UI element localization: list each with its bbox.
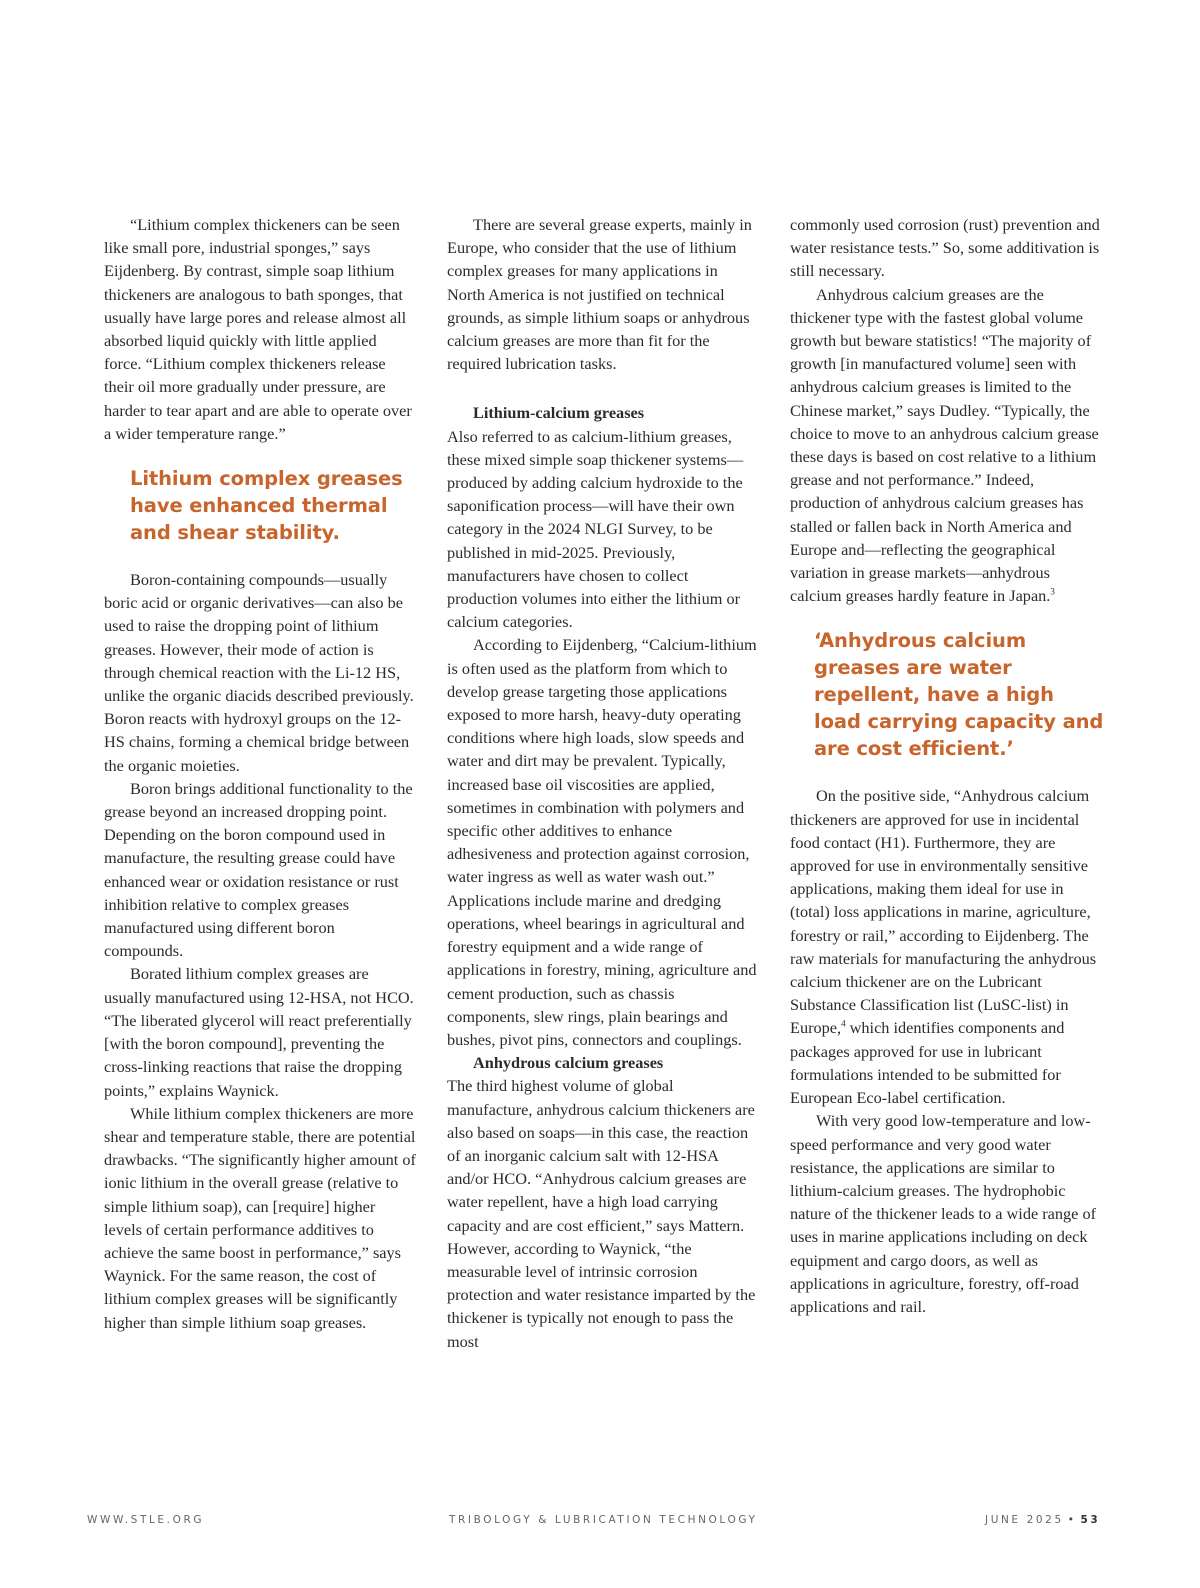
paragraph: Boron-containing compounds—usually boric acid or organic derivatives—can also be used to raise the dropping point of lithium greases. However, their mode of action is through chemical reaction with the Li-12 HS, unlike the organic diacids described previously. Boron reacts with hydroxyl groups on the 12-HS chains, forming a chemical bridge between the organic moieties. bbox=[104, 570, 414, 775]
pull-quote: Lithium complex greases have enhanced thermal and shear stability. bbox=[130, 467, 403, 545]
paragraph: The third highest volume of global manufacture, anhydrous calcium thickeners are also based on soaps—in this case, the reaction of an inorganic calcium salt with 12-HSA and/or HCO. “Anhydrous calcium greases are water repellent, have a high load carrying capacity and are cost efficient,” says Mattern. However, according to Waynick, “the measurable level of intrinsic corrosion protection and water resistance imparted by the thickener is typically not enough to pass the most bbox=[447, 1076, 756, 1351]
footer-publication: TRIBOLOGY & LUBRICATION TECHNOLOGY bbox=[449, 1514, 758, 1526]
article-column-3 bbox=[790, 213, 1104, 1318]
paragraph-text: which identifies components and packages approved for use in lubricant formulations intended to be submitted for European Eco-label certification. bbox=[790, 1018, 1065, 1108]
footnote-reference: 3 bbox=[1050, 586, 1055, 597]
footer-date: JUNE 2025 bbox=[985, 1514, 1064, 1526]
paragraph: According to Eijdenberg, “Calcium-lithium is often used as the platform from which to develop grease targeting those applications exposed to more harsh, heavy-duty operating conditions where high loads, slow speeds and water and dirt may be prevalent. Typically, increased base oil viscosities are applied, sometimes in combination with polymers and specific other additives to enhance adhesiveness and protection against corrosion, water ingress as well as water wash out.” Applications include marine and dredging operations, wheel bearings in agricultural and forestry equipment and a wide range of applications in forestry, mining, agriculture and cement production, such as chassis components, slew rings, plain bearings and bushes, pivot pins, connectors and couplings. bbox=[447, 635, 757, 1049]
page-number: 53 bbox=[1080, 1514, 1101, 1526]
footnote-reference: 4 bbox=[841, 1019, 846, 1030]
paragraph: Also referred to as calcium-lithium greases, these mixed simple soap thickener systems—produced by adding calcium hydroxide to the saponification process—will have their own category in the 2024 NLGI Survey, to be published in mid-2025. Previously, manufacturers have chosen to collect production volumes into either the lithium or calcium categories. bbox=[447, 426, 744, 632]
paragraph-text: Anhydrous calcium greases are the thickener type with the fastest global volume growth but beware statistics! “The majority of growth [in manufactured volume] seen with anhydrous calcium greases is limited to the Chinese market,” says Dudley. “Typically, the choice to move to an anhydrous calcium grease these days is based on cost relative to a lithium grease and not performance.” Indeed, production of anhydrous calcium greases has stalled or fallen back in North America and Europe and—reflecting the geographical variation in grease markets—anhydrous calcium greases hardly feature in Japan. bbox=[790, 284, 1099, 606]
paragraph: Borated lithium complex greases are usually manufactured using 12-HSA, not HCO. “The liberated glycerol will react preferentially [with the boron compound], preventing the cross-linking reactions that raise the dropping points,” explains Waynick. bbox=[104, 964, 414, 1100]
article-column-1 bbox=[104, 213, 416, 1334]
paragraph bbox=[790, 283, 1104, 608]
paragraph: commonly used corrosion (rust) prevention and water resistance tests.” So, some additivation is still necessary. bbox=[790, 215, 1100, 281]
article-column-2 bbox=[447, 213, 759, 1353]
paragraph: While lithium complex thickeners are more shear and temperature stable, there are potential drawbacks. “The significantly higher amount of ionic lithium in the overall grease (relative to simple lithium soap), can [require] higher levels of certain performance additives to achieve the same boost in performance,” says Waynick. For the same reason, the cost of lithium complex greases will be significantly higher than simple lithium soap greases. bbox=[104, 1103, 416, 1332]
paragraph: Boron brings additional functionality to the grease beyond an increased dropping point. Depending on the boron compound used in manufacture, the resulting grease could have enhanced wear or oxidation resistance or rust inhibition relative to complex greases manufactured using different boron compounds. bbox=[104, 778, 413, 961]
footer-date-page bbox=[985, 1514, 1100, 1526]
paragraph-text: On the positive side, “Anhydrous calcium thickeners are approved for use in incidental food contact (H1). Furthermore, they are approved for use in environmentally sensitive applications, making them ideal for use in (total) loss applications in marine, agriculture, forestry or rail,” according to Eijdenberg. The raw materials for manufacturing the anhydrous calcium thickener are on the Lubricant Substance Classification list (LuSC-list) in Europe, bbox=[790, 786, 1097, 1038]
paragraph: “Lithium complex thickeners can be seen like small pore, industrial sponges,” says Eijdenberg. By contrast, simple soap lithium thickeners are analogous to bath sponges, that usually have large pores and release almost all absorbed liquid quickly with little applied force. “Lithium complex thickeners release their oil more gradually under pressure, are harder to tear apart and are able to operate over a wider temperature range.” bbox=[104, 215, 412, 443]
paragraph bbox=[790, 784, 1104, 1109]
section-heading: Lithium-calcium greases bbox=[473, 403, 645, 423]
footer-separator: • bbox=[1067, 1514, 1077, 1526]
pull-quote: ‘Anhydrous calcium greases are water repellent, have a high load carrying capacity and are cost efficient.’ bbox=[814, 629, 1104, 761]
paragraph: With very good low-temperature and low-speed performance and very good water resistance, the applications are similar to lithium-calcium greases. The hydrophobic nature of the thickener leads to a wide range of uses in marine applications including on deck equipment and cargo doors, as well as applications in agriculture, forestry, off-road applications and rail. bbox=[790, 1111, 1097, 1316]
paragraph: There are several grease experts, mainly in Europe, who consider that the use of lithium complex greases for many applications in North America is not justified on technical grounds, as simple lithium soaps or anhydrous calcium greases are more than fit for the required lubrication tasks. bbox=[447, 215, 752, 374]
footer-website: WWW.STLE.ORG bbox=[87, 1514, 205, 1526]
section-heading: Anhydrous calcium greases bbox=[473, 1053, 664, 1073]
